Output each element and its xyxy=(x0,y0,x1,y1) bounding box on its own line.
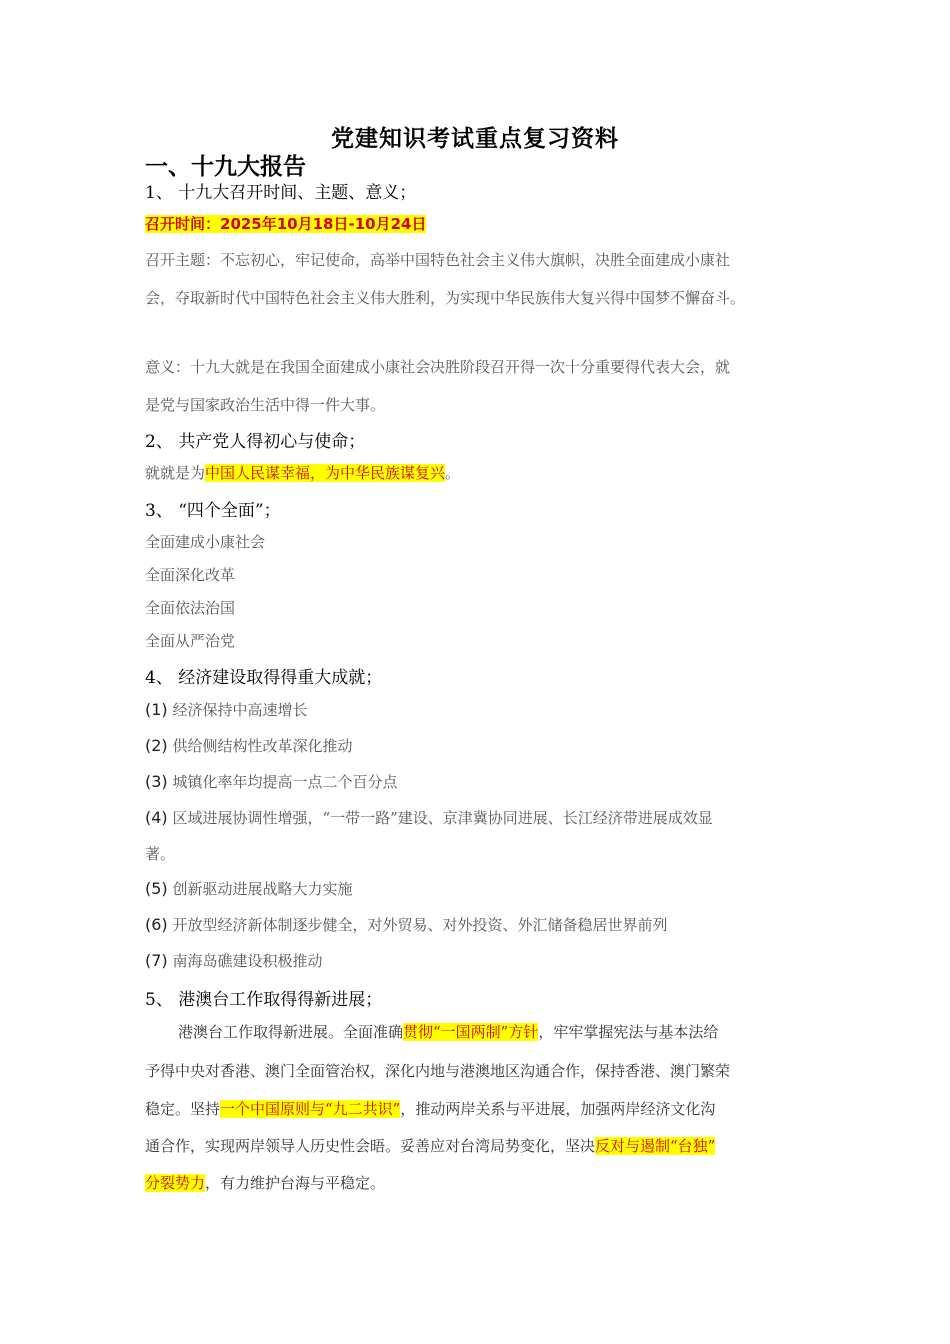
item-text: 创新驱动进展战略大力实施 xyxy=(172,880,353,898)
item-number: (5) xyxy=(145,879,168,898)
item-text: 经济保持中高速增长 xyxy=(172,701,308,719)
item-number: (1) xyxy=(145,700,168,719)
text-span: ，推动两岸关系与平进展，加强两岸经济文化沟 xyxy=(400,1100,716,1118)
list-item xyxy=(145,914,667,935)
item-text: 区域进展协调性增强，“一带一路”建设、京津冀协同进展、长江经济带进展成效显 xyxy=(172,809,713,827)
mission-prefix: 就就是为 xyxy=(145,464,206,482)
highlight-separatist: 分裂势力 xyxy=(145,1174,206,1192)
item-text: 开放型经济新体制逐步健全，对外贸易、对外投资、外汇储备稳居世界前列 xyxy=(172,916,668,934)
highlight-consensus: 一个中国原则与“九二共识” xyxy=(220,1100,401,1118)
item-number: (2) xyxy=(145,736,168,755)
meaning-line-2: 是党与国家政治生活中得一件大事。 xyxy=(145,396,386,414)
list-item-continuation: 著。 xyxy=(145,845,176,863)
item-number: (3) xyxy=(145,772,168,791)
question-5-heading: 5、 港澳台工作取得得新进展； xyxy=(145,990,383,1010)
text-span: 稳定。坚持 xyxy=(145,1100,221,1118)
mission-highlight: 中国人民谋幸福，为中华民族谋复兴 xyxy=(205,464,446,482)
question-2-heading: 2、 共产党人得初心与使命； xyxy=(145,432,366,452)
item-number: (7) xyxy=(145,951,168,970)
text-span: 港澳台工作取得新进展。全面准确 xyxy=(178,1023,404,1041)
item-text: 城镇化率年均提高一点二个百分点 xyxy=(172,773,398,791)
text-span: 通合作，实现两岸领导人历史性会晤。妥善应对台湾局势变化，坚决 xyxy=(145,1137,596,1155)
meaning-line-1: 意义：十九大就是在我国全面建成小康社会决胜阶段召开得一次十分重要得代表大会，就 xyxy=(145,358,731,376)
section-heading: 一、十九大报告 xyxy=(145,154,306,180)
meeting-time-highlight: 召开时间：2025年10月18日-10月24日 xyxy=(145,215,427,233)
list-item xyxy=(145,878,352,899)
paragraph-line-3 xyxy=(145,1098,715,1119)
item-text: 供给侧结构性改革深化推动 xyxy=(172,737,353,755)
highlight-policy: 贯彻“一国两制”方针 xyxy=(403,1023,539,1041)
paragraph-line-2: 予得中央对香港、澳门全面管治权，深化内地与港澳地区沟通合作，保持香港、澳门繁荣 xyxy=(145,1062,731,1080)
list-item: 全面建成小康社会 xyxy=(145,533,266,551)
list-item: 全面依法治国 xyxy=(145,599,236,617)
highlight-oppose: 反对与遏制“台独” xyxy=(595,1137,716,1155)
meeting-time xyxy=(145,213,426,234)
text-span: ，有力维护台海与平稳定。 xyxy=(205,1174,386,1192)
text-span: ，牢牢掌握宪法与基本法给 xyxy=(538,1023,719,1041)
paragraph-line-4 xyxy=(145,1135,715,1156)
theme-line-2: 会，夺取新时代中国特色社会主义伟大胜利，为实现中华民族伟大复兴得中国梦不懈奋斗。 xyxy=(145,289,746,307)
item-number: (6) xyxy=(145,915,168,934)
list-item xyxy=(145,771,397,792)
question-3-heading: 3、 “四个全面”； xyxy=(145,501,281,521)
question-1-heading: 1、 十九大召开时间、主题、意义； xyxy=(145,183,417,203)
question-4-heading: 4、 经济建设取得得重大成就； xyxy=(145,668,383,688)
list-item: 全面从严治党 xyxy=(145,632,236,650)
list-item xyxy=(145,699,307,720)
mission-suffix: 。 xyxy=(445,464,461,482)
list-item xyxy=(145,807,713,828)
theme-line-1: 召开主题：不忘初心，牢记使命，高举中国特色社会主义伟大旗帜，决胜全面建成小康社 xyxy=(145,251,731,269)
list-item xyxy=(145,735,352,756)
list-item: 全面深化改革 xyxy=(145,566,236,584)
paragraph-line-5 xyxy=(145,1172,385,1193)
paragraph-line-1 xyxy=(178,1021,718,1042)
item-number: (4) xyxy=(145,808,168,827)
mission-line xyxy=(145,462,460,483)
list-item xyxy=(145,950,322,971)
item-text: 南海岛礁建设积极推动 xyxy=(172,952,323,970)
document-title: 党建知识考试重点复习资料 xyxy=(331,125,619,152)
